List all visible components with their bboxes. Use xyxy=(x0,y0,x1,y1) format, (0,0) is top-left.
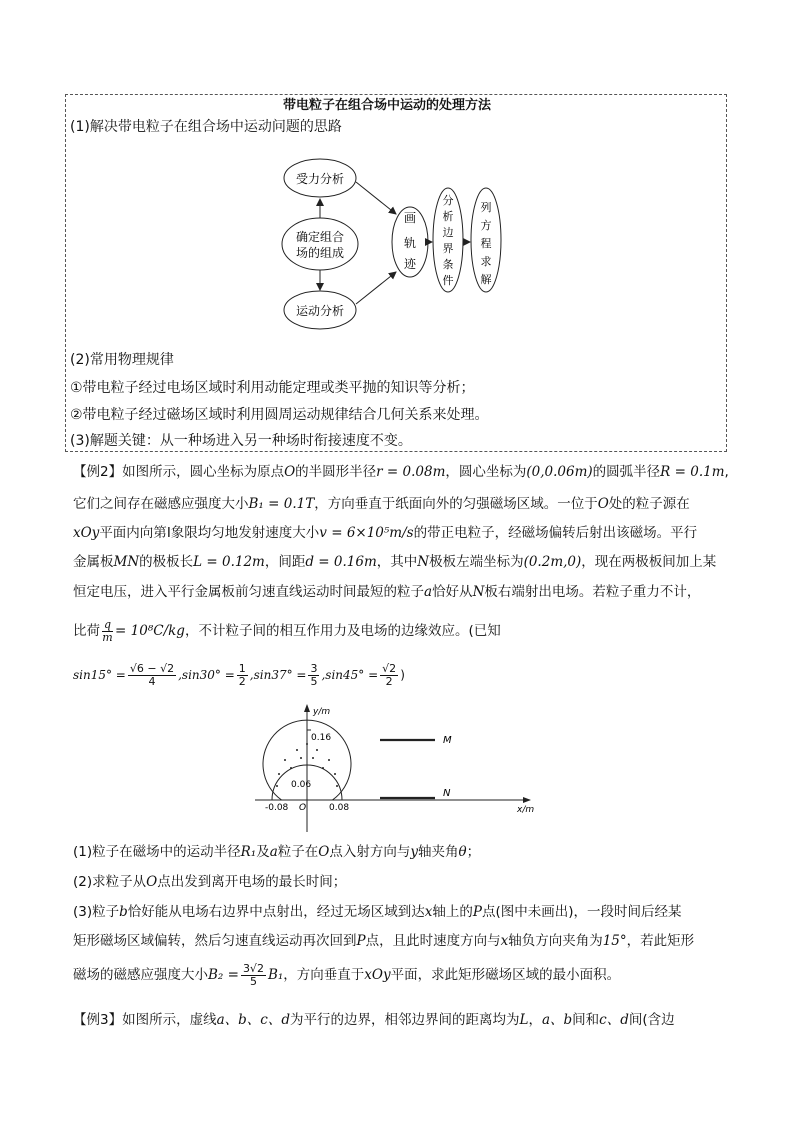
example2-line3 xyxy=(73,524,697,542)
text: 它们之间存在磁感应强度大小 xyxy=(73,496,249,512)
text: 【例2】如图所示，圆心坐标为原点 xyxy=(73,464,285,480)
text: ； xyxy=(466,844,481,860)
text: 处的粒子源在 xyxy=(608,496,690,512)
text: 及 xyxy=(256,844,270,860)
denominator: m xyxy=(102,630,113,644)
node-field-label-1: 确定组合 xyxy=(295,230,345,244)
denominator: 2 xyxy=(238,675,246,688)
text: 点(图中未画出)，一段时间后经某 xyxy=(482,904,682,920)
numerator: 1 xyxy=(238,662,246,675)
math-center: (0,0.06m) xyxy=(526,464,593,480)
text: ，圆心坐标为 xyxy=(445,464,527,480)
text: 为平行的边界，相邻边界间的距离均为 xyxy=(290,1012,520,1028)
text: (2)求粒子从 xyxy=(73,874,147,890)
math-x: x xyxy=(500,933,509,949)
text: 粒子在 xyxy=(277,844,319,860)
math-theta: θ xyxy=(458,844,467,860)
fraction-sin37 xyxy=(308,663,319,688)
node-equation-char-3: 程 xyxy=(480,237,492,250)
math-I: Ⅰ xyxy=(166,525,171,541)
node-equation-char-1: 列 xyxy=(480,201,492,214)
node-field-label-2: 场的组成 xyxy=(295,246,345,260)
tick-neg008: -0.08 xyxy=(265,803,289,813)
text: 轴夹角 xyxy=(417,844,459,860)
node-boundary-char-3: 边 xyxy=(442,226,454,239)
math-B2: B₂ = xyxy=(208,967,239,983)
origin-label: O xyxy=(299,803,307,813)
text: (1)粒子在磁场中的运动半径 xyxy=(73,844,241,860)
math-MN: MN xyxy=(113,554,140,570)
node-track-char-3: 迹 xyxy=(403,257,417,271)
text: ，若此矩形 xyxy=(626,933,695,949)
plate-N-label: N xyxy=(443,788,451,799)
math-O: O xyxy=(284,464,296,480)
math-O: O xyxy=(318,844,330,860)
text: 恰好从 xyxy=(432,584,473,600)
text: 的圆弧半径 xyxy=(592,464,661,480)
text: 平面，求此矩形磁场区域的最小面积。 xyxy=(390,967,621,983)
math-d: d = 0.16m xyxy=(305,554,377,570)
math-cd: c、d xyxy=(599,1012,629,1028)
sin15: sin15° = xyxy=(73,668,126,682)
node-equation-char-2: 方 xyxy=(480,219,492,232)
y-axis-label: y/m xyxy=(313,707,331,717)
text: 轴上的 xyxy=(432,904,473,920)
text: 矩形磁场区域偏转，然后匀速直线运动再次回到 xyxy=(73,933,357,949)
fraction-q-over-m xyxy=(102,619,113,644)
text: 金属板 xyxy=(73,554,114,570)
math-r: r = 0.08m xyxy=(376,464,446,480)
math-xOy: xOy xyxy=(73,525,100,541)
text: 的带正电粒子，经磁场偏转后射出该磁场。平行 xyxy=(413,525,698,541)
example2-line1: 【例2】如图所示，圆心坐标为原点O的半圆形半径r = 0.08m，圆心坐标为(0,0.06m)的圆弧半径R = 0.1m, xyxy=(73,464,729,480)
rule1: ①带电粒子经过电场区域时利用动能定理或类平抛的知识等分析； xyxy=(70,380,475,396)
math-P: P xyxy=(472,904,482,920)
field-figure xyxy=(255,700,545,835)
text: 磁场的磁感应强度大小 xyxy=(73,967,208,983)
text: 间和 xyxy=(572,1012,600,1028)
node-equation-char-4: 求 xyxy=(480,255,492,268)
text: 的极板长 xyxy=(139,554,194,570)
text: ，间距 xyxy=(264,554,306,570)
math-O: O xyxy=(597,496,609,512)
node-boundary-char-5: 条 xyxy=(442,258,454,271)
node-boundary-char-2: 析 xyxy=(442,210,454,223)
text: 极板左端坐标为 xyxy=(429,554,524,570)
text: 点出发到离开电场的最长时间； xyxy=(157,874,347,890)
math-15deg: 15° xyxy=(602,933,627,949)
question1 xyxy=(73,843,480,861)
node-motion-label: 运动分析 xyxy=(295,304,345,318)
denominator: 5 xyxy=(249,974,257,988)
summary-title: 带电粒子在组合场中运动的处理方法 xyxy=(283,98,492,113)
node-equation-char-5: 解 xyxy=(480,273,492,286)
section3: (3)解题关键：从一种场进入另一种场时衔接速度不变。 xyxy=(70,433,412,449)
node-boundary-char-6: 件 xyxy=(442,274,454,287)
numerator: 3√2 xyxy=(242,961,264,975)
math-R1: R₁ xyxy=(240,844,257,860)
math-L: L = 0.12m xyxy=(193,554,265,570)
text: 板右端射出电场。若粒子重力不计， xyxy=(484,584,701,600)
text: 【例3】如图所示，虚线 xyxy=(73,1012,217,1028)
example3-line1 xyxy=(73,1011,675,1029)
text: ，其中 xyxy=(376,554,418,570)
section2-heading: (2)常用物理规律 xyxy=(70,352,174,368)
example2-line2 xyxy=(73,495,690,513)
text: 恰好能从电场右边界中点射出，经过无场区域到达 xyxy=(127,904,425,920)
math-ratio: = 10⁸C/kg xyxy=(115,623,185,639)
text: 轴负方向夹角为 xyxy=(508,933,603,949)
tick-008: 0.08 xyxy=(329,803,350,813)
numerator: q xyxy=(104,617,112,631)
node-boundary-char-1: 分 xyxy=(442,194,454,207)
text: ，方向垂直于 xyxy=(283,967,365,983)
text: ，方向垂直于纸面向外的匀强磁场区域。一位于 xyxy=(314,496,598,512)
denominator: 2 xyxy=(385,675,393,688)
math-xOy: xOy xyxy=(364,967,391,983)
math-abcd: a、b、c、d xyxy=(216,1012,290,1028)
math-P: P xyxy=(356,933,366,949)
sin45: ,sin45° = xyxy=(321,668,379,682)
numerator: √2 xyxy=(382,662,397,675)
question3-line1 xyxy=(73,903,682,921)
text: 比荷 xyxy=(73,623,100,639)
section1-heading: (1)解决带电粒子在组合场中运动问题的思路 xyxy=(70,119,342,135)
trig-values xyxy=(73,660,405,690)
node-field xyxy=(282,218,358,270)
numerator: √6 − √2 xyxy=(129,662,175,675)
text: 间(含边 xyxy=(628,1012,675,1028)
example2-line4 xyxy=(73,553,716,571)
math-x: x xyxy=(424,904,433,920)
question2 xyxy=(73,873,346,891)
plate-M-label: M xyxy=(443,735,452,746)
x-axis-label: x/m xyxy=(517,805,535,815)
node-track-char-2: 轨 xyxy=(403,236,417,250)
text: ，不计粒子间的相互作用力及电场的边缘效应。(已知 xyxy=(184,623,501,639)
math-b: b xyxy=(119,904,128,920)
question3-line2 xyxy=(73,932,694,950)
math-ab: a、b xyxy=(541,1012,573,1028)
denominator: 4 xyxy=(148,675,156,688)
math-a: a xyxy=(269,844,278,860)
arrow-motion-to-track xyxy=(356,272,396,304)
text: ，现在两极板间加上某 xyxy=(581,554,717,570)
text: 的半圆形半径 xyxy=(295,464,377,480)
tick-016: 0.16 xyxy=(311,733,332,743)
math-B1: B₁ xyxy=(267,967,284,983)
node-force-label: 受力分析 xyxy=(295,172,345,186)
node-boundary-char-4: 界 xyxy=(442,242,454,255)
fraction-sin15 xyxy=(128,663,176,688)
example2-line6 xyxy=(73,617,501,645)
tick-006: 0.06 xyxy=(291,780,312,790)
math-N: N xyxy=(417,554,430,570)
close-paren: ) xyxy=(400,668,405,682)
fraction-sin45 xyxy=(380,663,398,688)
text: 象限均匀地发射速度大小 xyxy=(170,525,320,541)
text: 恒定电压，进入平行金属板前匀速直线运动时间最短的粒子 xyxy=(73,584,424,600)
math-N: N xyxy=(472,584,485,600)
sin37: ,sin37° = xyxy=(249,668,307,682)
text: 点入射方向与 xyxy=(329,844,411,860)
denominator: 5 xyxy=(310,675,318,688)
numerator: 3 xyxy=(310,662,318,675)
math-B1: B₁ = 0.1T xyxy=(248,496,315,512)
math-a: a xyxy=(424,584,433,600)
example2-line5 xyxy=(73,583,700,601)
math-Ncoord: (0.2m,0) xyxy=(523,554,582,570)
text: ， xyxy=(528,1012,542,1028)
math-y: y xyxy=(410,844,418,860)
node-track-char-1: 画 xyxy=(403,211,417,225)
text: 点，且此时速度方向与 xyxy=(365,933,501,949)
math-L: L xyxy=(519,1012,529,1028)
text: (3)粒子 xyxy=(73,904,120,920)
math-O: O xyxy=(146,874,158,890)
rule2: ②带电粒子经过磁场区域时利用圆周运动规律结合几何关系来处理。 xyxy=(70,407,489,423)
fraction-B2 xyxy=(241,963,266,988)
arrow-force-to-track xyxy=(356,182,396,214)
sin30: ,sin30° = xyxy=(178,668,235,682)
fraction-sin30 xyxy=(237,663,248,688)
question3-line3 xyxy=(73,960,620,990)
flow-diagram xyxy=(275,150,515,340)
text: 平面内向第 xyxy=(99,525,167,541)
math-R: R = 0.1m xyxy=(660,464,725,480)
math-v: v = 6×10⁵m/s xyxy=(319,525,414,541)
